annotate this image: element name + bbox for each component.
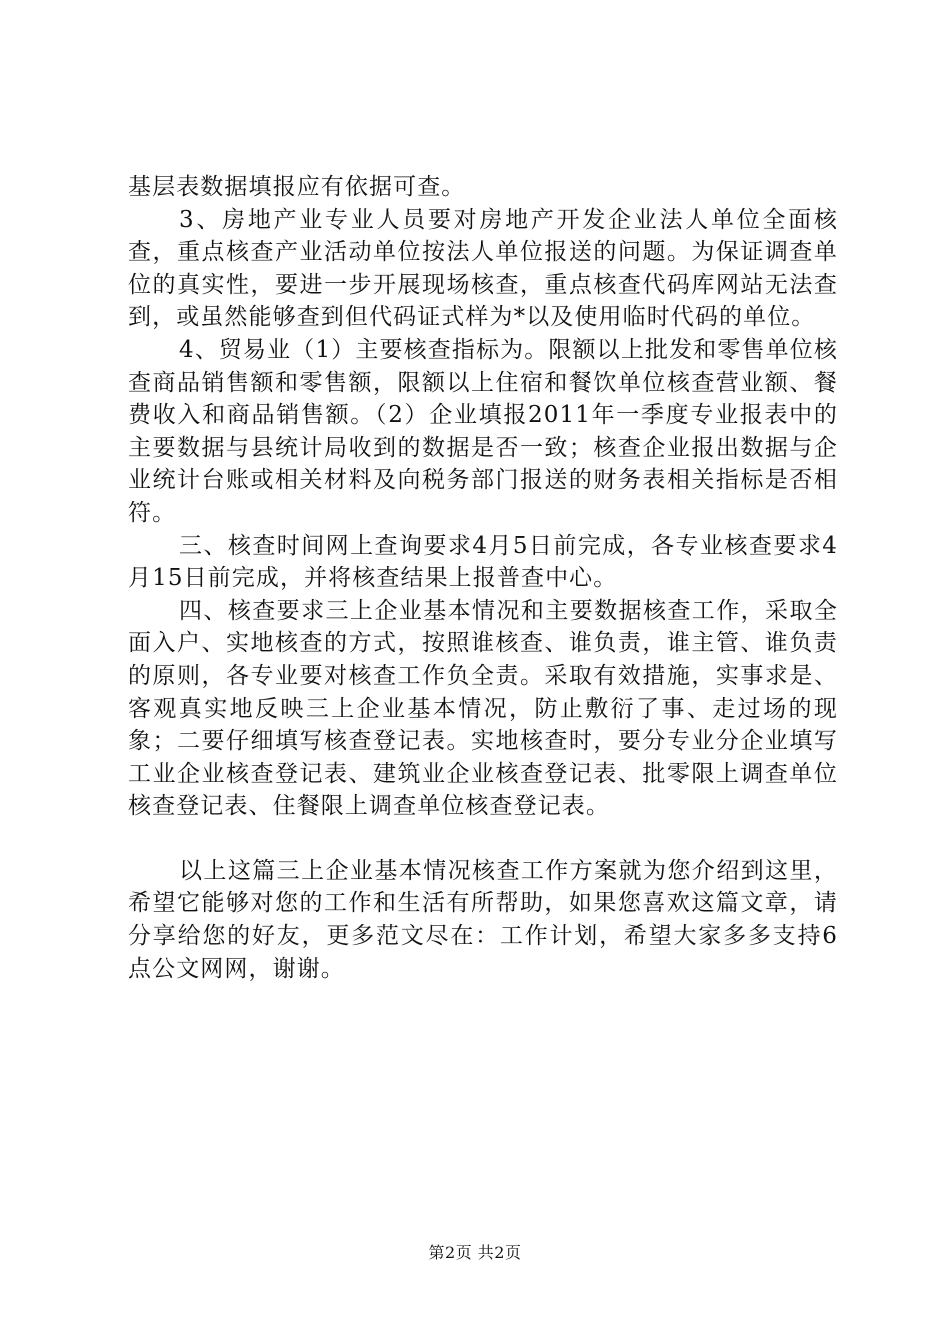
- paragraph-real-estate: 3、房地产业专业人员要对房地产开发企业法人单位全面核查，重点核查产业活动单位按法人单位报送的问题。为保证调查单位的真实性，要进一步开展现场核查，重点核查代码库网站无法查到，或虽然能够查到但代码证式样为*以及使用临时代码的单位。: [128, 206, 838, 331]
- paragraph-closing: 以上这篇三上企业基本情况核查工作方案就为您介绍到这里，希望它能够对您的工作和生活有所帮助，如果您喜欢这篇文章，请分享给您的好友，更多范文尽在：工作计划，希望大家多多支持6点公文网网，谢谢。: [128, 857, 838, 982]
- paragraph-trade: 4、贸易业（1）主要核查指标为。限额以上批发和零售单位核查商品销售额和零售额，限额以上住宿和餐饮单位核查营业额、餐费收入和商品销售额。（2）企业填报2011年一季度专业报表中的主要数据与县统计局收到的数据是否一致；核查企业报出数据与企业统计台账或相关材料及向税务部门报送的财务表相关指标是否相符。: [128, 336, 838, 526]
- paragraph-requirements: 四、核查要求三上企业基本情况和主要数据核查工作，采取全面入户、实地核查的方式，按照谁核查、谁负责，谁主管、谁负责的原则，各专业要对核查工作负全责。采取有效措施，实事求是、客观真实地反映三上企业基本情况，防止敷衍了事、走过场的现象；二要仔细填写核查登记表。实地核查时，要分专业分企业填写工业企业核查登记表、建筑业企业核查登记表、批零限上调查单位核查登记表、住餐限上调查单位核查登记表。: [128, 597, 838, 820]
- paragraph-schedule: 三、核查时间网上查询要求4月5日前完成，各专业核查要求4月15日前完成，并将核查结果上报普查中心。: [128, 532, 838, 592]
- paragraph-continuation: 基层表数据填报应有依据可查。: [128, 174, 466, 200]
- document-body: [128, 171, 838, 985]
- page-number-footer: 第2页 共2页: [428, 1243, 522, 1262]
